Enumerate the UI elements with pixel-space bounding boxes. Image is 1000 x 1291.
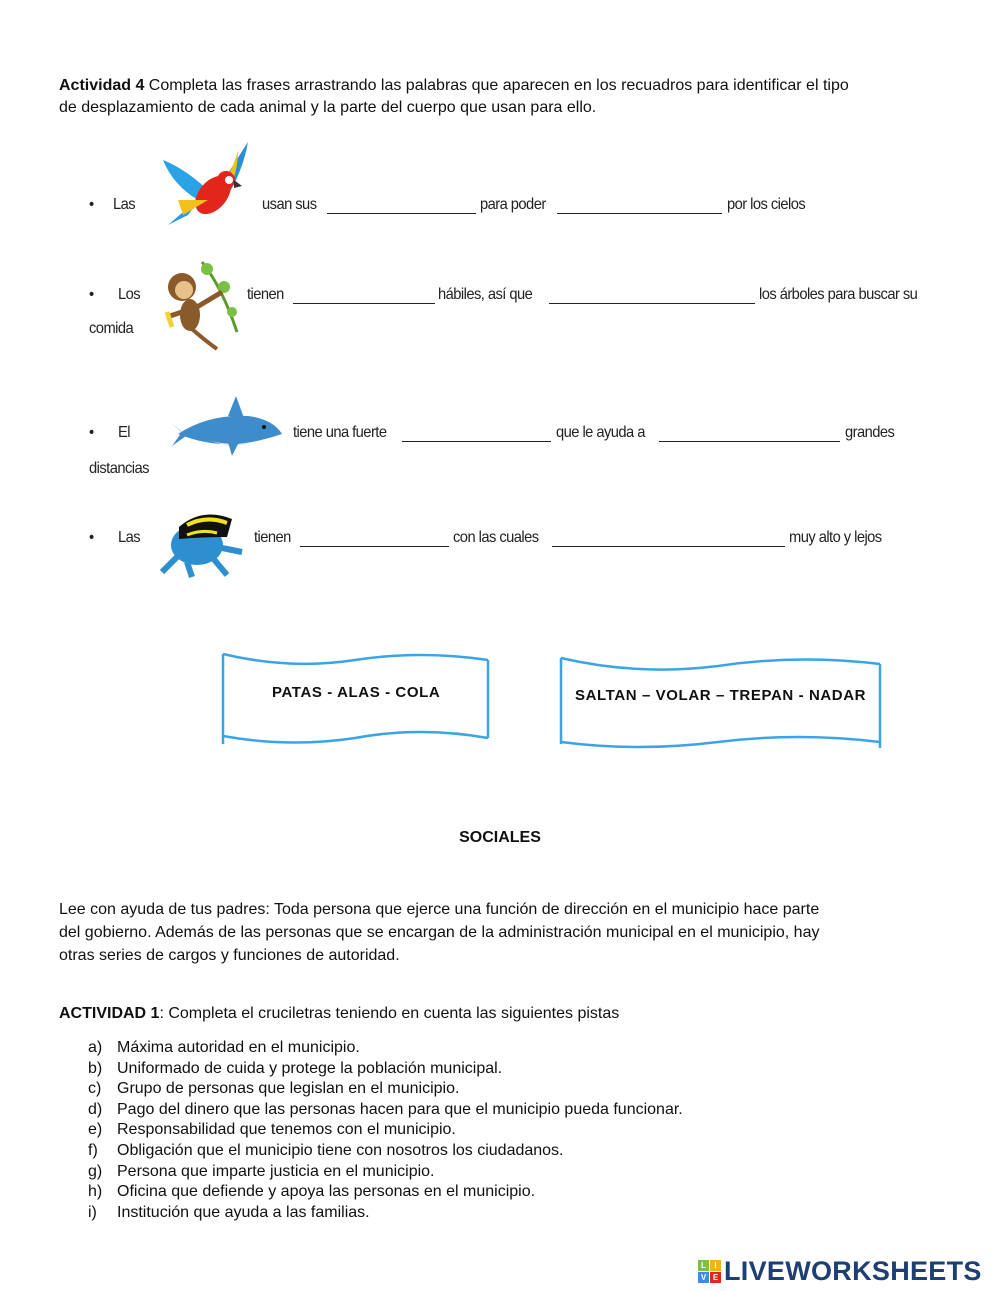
sentence-text: hábiles, así que xyxy=(438,286,533,303)
bullet: • xyxy=(89,286,94,303)
instructions-text-2: de desplazamiento de cada animal y la parte del cuerpo que usan para ello. xyxy=(59,99,597,116)
clue-letter: f) xyxy=(88,1142,98,1159)
clue-text: Grupo de personas que legislan en el municipio. xyxy=(117,1080,460,1098)
clue-letter: h) xyxy=(88,1183,103,1201)
drop-blank[interactable] xyxy=(300,546,449,547)
sentence-text: Las xyxy=(113,196,136,213)
logo-text: LIVEWORKSHEETS xyxy=(724,1256,982,1286)
sentence-text: Las xyxy=(118,529,141,546)
monkey-image xyxy=(162,257,242,352)
clue-item xyxy=(88,1038,360,1058)
sentence-text: con las cuales xyxy=(453,529,539,546)
clue-text: Persona que imparte justicia en el municipio. xyxy=(117,1162,435,1180)
activity4-instructions xyxy=(59,75,849,97)
sentence-text: los árboles para buscar su xyxy=(759,286,918,303)
drop-blank[interactable] xyxy=(552,546,785,547)
activity-title: ACTIVIDAD 1 xyxy=(59,1005,160,1022)
drop-blank[interactable] xyxy=(293,303,435,304)
section-heading: SOCIALES xyxy=(459,829,541,846)
clue-letter: d) xyxy=(88,1100,103,1118)
sentence-text: para poder xyxy=(480,196,546,213)
dolphin-image xyxy=(168,394,284,458)
sentence-text: El xyxy=(118,424,130,441)
activity1-instructions xyxy=(59,1003,619,1025)
clue-item xyxy=(88,1182,535,1202)
frog-image xyxy=(157,507,245,579)
paragraph-line: Lee con ayuda de tus padres: Toda persona que ejerce una función de dirección en el municipio hace parte xyxy=(59,901,820,918)
clue-item xyxy=(88,1162,435,1182)
clue-letter: a) xyxy=(88,1039,103,1056)
instructions-text: Completa las frases arrastrando las palabras que aparecen en los recuadros para identificar el tipo xyxy=(144,77,849,94)
instructions-text: : Completa el cruciletras teniendo en cuenta las siguientes pistas xyxy=(159,1005,620,1022)
clue-letter: i) xyxy=(88,1203,97,1221)
clue-text: Responsabilidad que tenemos con el municipio. xyxy=(117,1121,456,1139)
clue-item xyxy=(88,1203,370,1223)
word-bank-text: SALTAN – VOLAR – TREPAN - NADAR xyxy=(575,687,867,704)
clue-item xyxy=(88,1079,459,1099)
clue-item xyxy=(88,1100,683,1120)
sentence-text: tienen xyxy=(247,286,284,303)
sentence-text: grandes xyxy=(845,424,895,441)
clue-text: Máxima autoridad en el municipio. xyxy=(117,1039,360,1056)
clue-text: Institución que ayuda a las familias. xyxy=(117,1203,370,1221)
clue-letter: b) xyxy=(88,1059,103,1077)
activity-title: Actividad 4 xyxy=(59,77,145,94)
sentence-text: usan sus xyxy=(262,196,317,213)
sentence-text: distancias xyxy=(89,460,149,477)
sentence-text: por los cielos xyxy=(727,196,806,213)
clue-text: Uniformado de cuida y protege la población municipal. xyxy=(117,1059,503,1077)
word-bank-body-parts xyxy=(220,648,492,748)
drop-blank[interactable] xyxy=(402,441,551,442)
word-bank-text: PATAS - ALAS - COLA xyxy=(272,684,441,701)
bullet: • xyxy=(89,196,94,213)
clue-text: Obligación que el municipio tiene con nosotros los ciudadanos. xyxy=(117,1142,564,1159)
liveworksheets-logo xyxy=(698,1256,982,1287)
clue-item xyxy=(88,1059,502,1079)
parrot-image xyxy=(158,140,253,230)
sentence-text: tienen xyxy=(254,529,291,546)
word-bank-verbs xyxy=(558,652,883,752)
logo-tiles-icon: L I V E xyxy=(698,1260,721,1283)
sentence-text: que le ayuda a xyxy=(556,424,645,441)
clue-letter: g) xyxy=(88,1162,103,1180)
clue-item xyxy=(88,1120,456,1140)
paragraph-line: otras series de cargos y funciones de autoridad. xyxy=(59,947,400,964)
bullet: • xyxy=(89,529,94,546)
drop-blank[interactable] xyxy=(557,213,722,214)
paragraph-line: del gobierno. Además de las personas que se encargan de la administración municipal en el municipio, hay xyxy=(59,924,820,941)
sentence-text: comida xyxy=(89,320,134,337)
clue-text: Oficina que defiende y apoya las personas en el municipio. xyxy=(117,1183,536,1201)
bullet: • xyxy=(89,424,94,441)
clue-letter: e) xyxy=(88,1121,103,1139)
drop-blank[interactable] xyxy=(327,213,476,214)
clue-item xyxy=(88,1141,564,1161)
sentence-text: tiene una fuerte xyxy=(293,424,387,441)
clue-letter: c) xyxy=(88,1080,102,1098)
sentence-text: muy alto y lejos xyxy=(789,529,882,546)
clue-text: Pago del dinero que las personas hacen para que el municipio pueda funcionar. xyxy=(117,1100,683,1118)
sentence-text: Los xyxy=(118,286,141,303)
drop-blank[interactable] xyxy=(549,303,755,304)
drop-blank[interactable] xyxy=(659,441,840,442)
